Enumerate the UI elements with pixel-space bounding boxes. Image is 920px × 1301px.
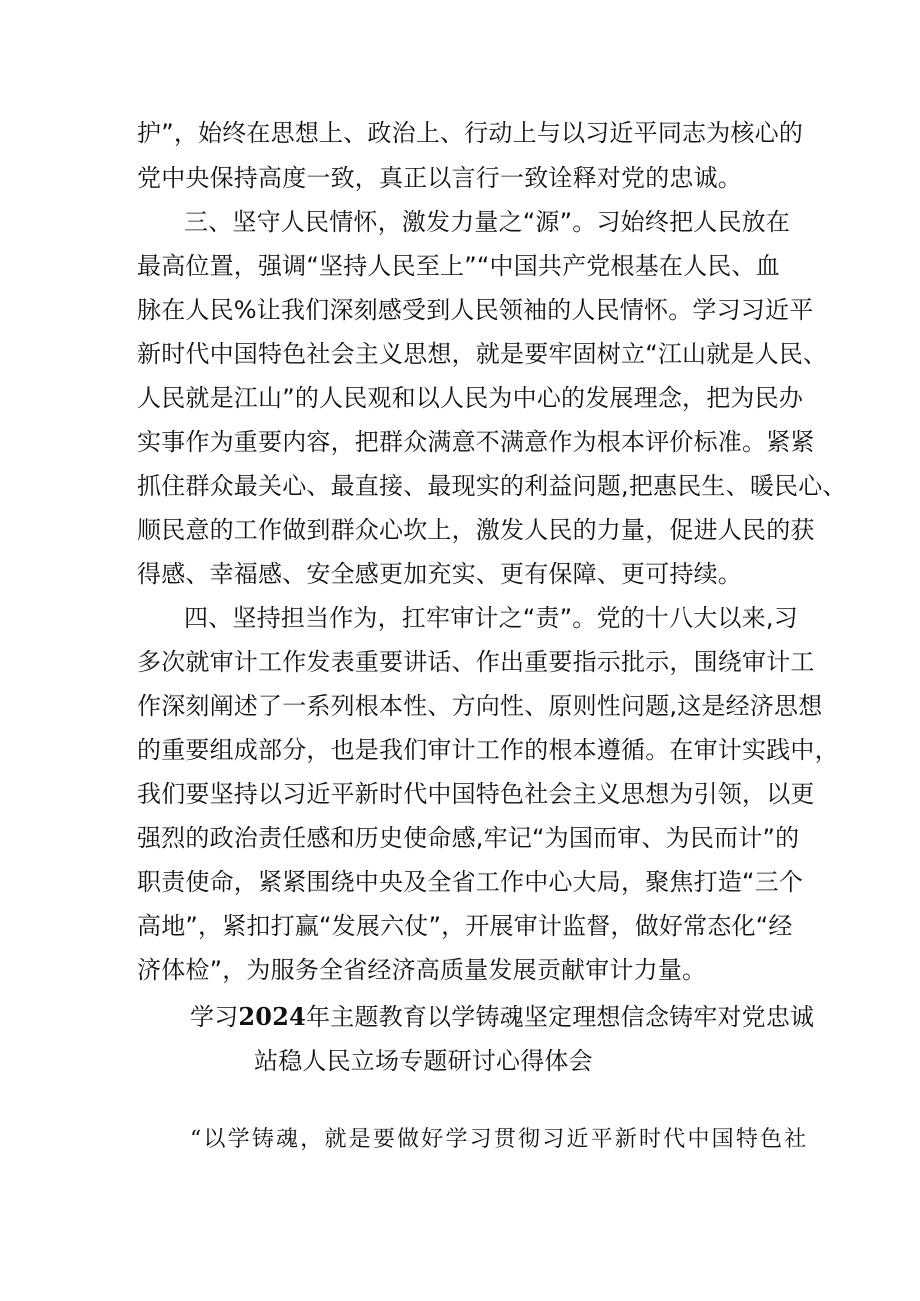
paragraph-line: 党中央保持高度一致，真正以言行一致诠释对党的忠诚。 bbox=[137, 164, 742, 192]
paragraph-line: 新时代中国特色社会主义思想，就是要牢固树立“江山就是人民、 bbox=[137, 340, 828, 368]
paragraph-line: 最高位置，强调“坚持人民至上”“中国共产党根基在人民、血 bbox=[137, 252, 780, 280]
paragraph-line: 护”，始终在思想上、政治上、行动上与以习近平同志为核心的 bbox=[137, 119, 804, 147]
article-title-line-1 bbox=[190, 1002, 814, 1032]
paragraph-line: 实事作为重要内容，把群众满意不满意作为根本评价标准。紧紧 bbox=[137, 428, 815, 456]
paragraph-line: 强烈的政治责任感和历史使命感,牢记“为国而审、为民而计”的 bbox=[137, 824, 800, 852]
title-prefix: 学习 bbox=[190, 1003, 239, 1031]
section-heading-line: 三、坚守人民情怀，激发力量之“源”。习始终把人民放在 bbox=[184, 208, 791, 236]
paragraph-line: 高地”，紧扣打赢“发展六仗”，开展审计监督，做好常态化“经 bbox=[137, 912, 793, 940]
paragraph-line: 顺民意的工作做到群众心坎上，激发人民的力量，促进人民的获 bbox=[137, 516, 815, 544]
paragraph-line: 济体检”，为服务全省经济高质量发展贡献审计力量。 bbox=[137, 956, 707, 984]
section-heading-line: 四、坚持担当作为，扛牢审计之“责”。党的十八大以来,习 bbox=[184, 604, 798, 632]
paragraph-line: 我们要坚持以习近平新时代中国特色社会主义思想为引领，以更 bbox=[137, 780, 815, 808]
title-year: 2024 bbox=[238, 1002, 307, 1031]
article-title-line-2: 站稳人民立场专题研讨心得体会 bbox=[254, 1047, 593, 1075]
paragraph-line: 脉在人民%让我们深刻感受到人民领袖的人民情怀。学习习近平 bbox=[137, 296, 814, 324]
paragraph-line: 得感、幸福感、安全感更加充实、更有保障、更可持续。 bbox=[137, 560, 742, 588]
paragraph-line: 抓住群众最关心、最直接、最现实的利益问题,把惠民生、暖民心、 bbox=[137, 472, 847, 500]
paragraph-line: 职责使命，紧紧围绕中央及全省工作中心大局，聚焦打造“三个 bbox=[137, 868, 804, 896]
quote-paragraph-line: “以学铸魂，就是要做好学习贯彻习近平新时代中国特色社 bbox=[190, 1127, 809, 1152]
paragraph-line: 的重要组成部分，也是我们审计工作的根本遵循。在审计实践中， bbox=[137, 736, 839, 764]
title-rest: 年主题教育以学铸魂坚定理想信念铸牢对党忠诚 bbox=[306, 1003, 815, 1031]
paragraph-line: 人民就是江山”的人民观和以人民为中心的发展理念，把为民办 bbox=[137, 384, 804, 412]
paragraph-line: 多次就审计工作发表重要讲话、作出重要指示批示，围绕审计工 bbox=[137, 648, 815, 676]
paragraph-line: 作深刻阐述了一系列根本性、方向性、原则性问题,这是经济思想 bbox=[137, 692, 823, 720]
